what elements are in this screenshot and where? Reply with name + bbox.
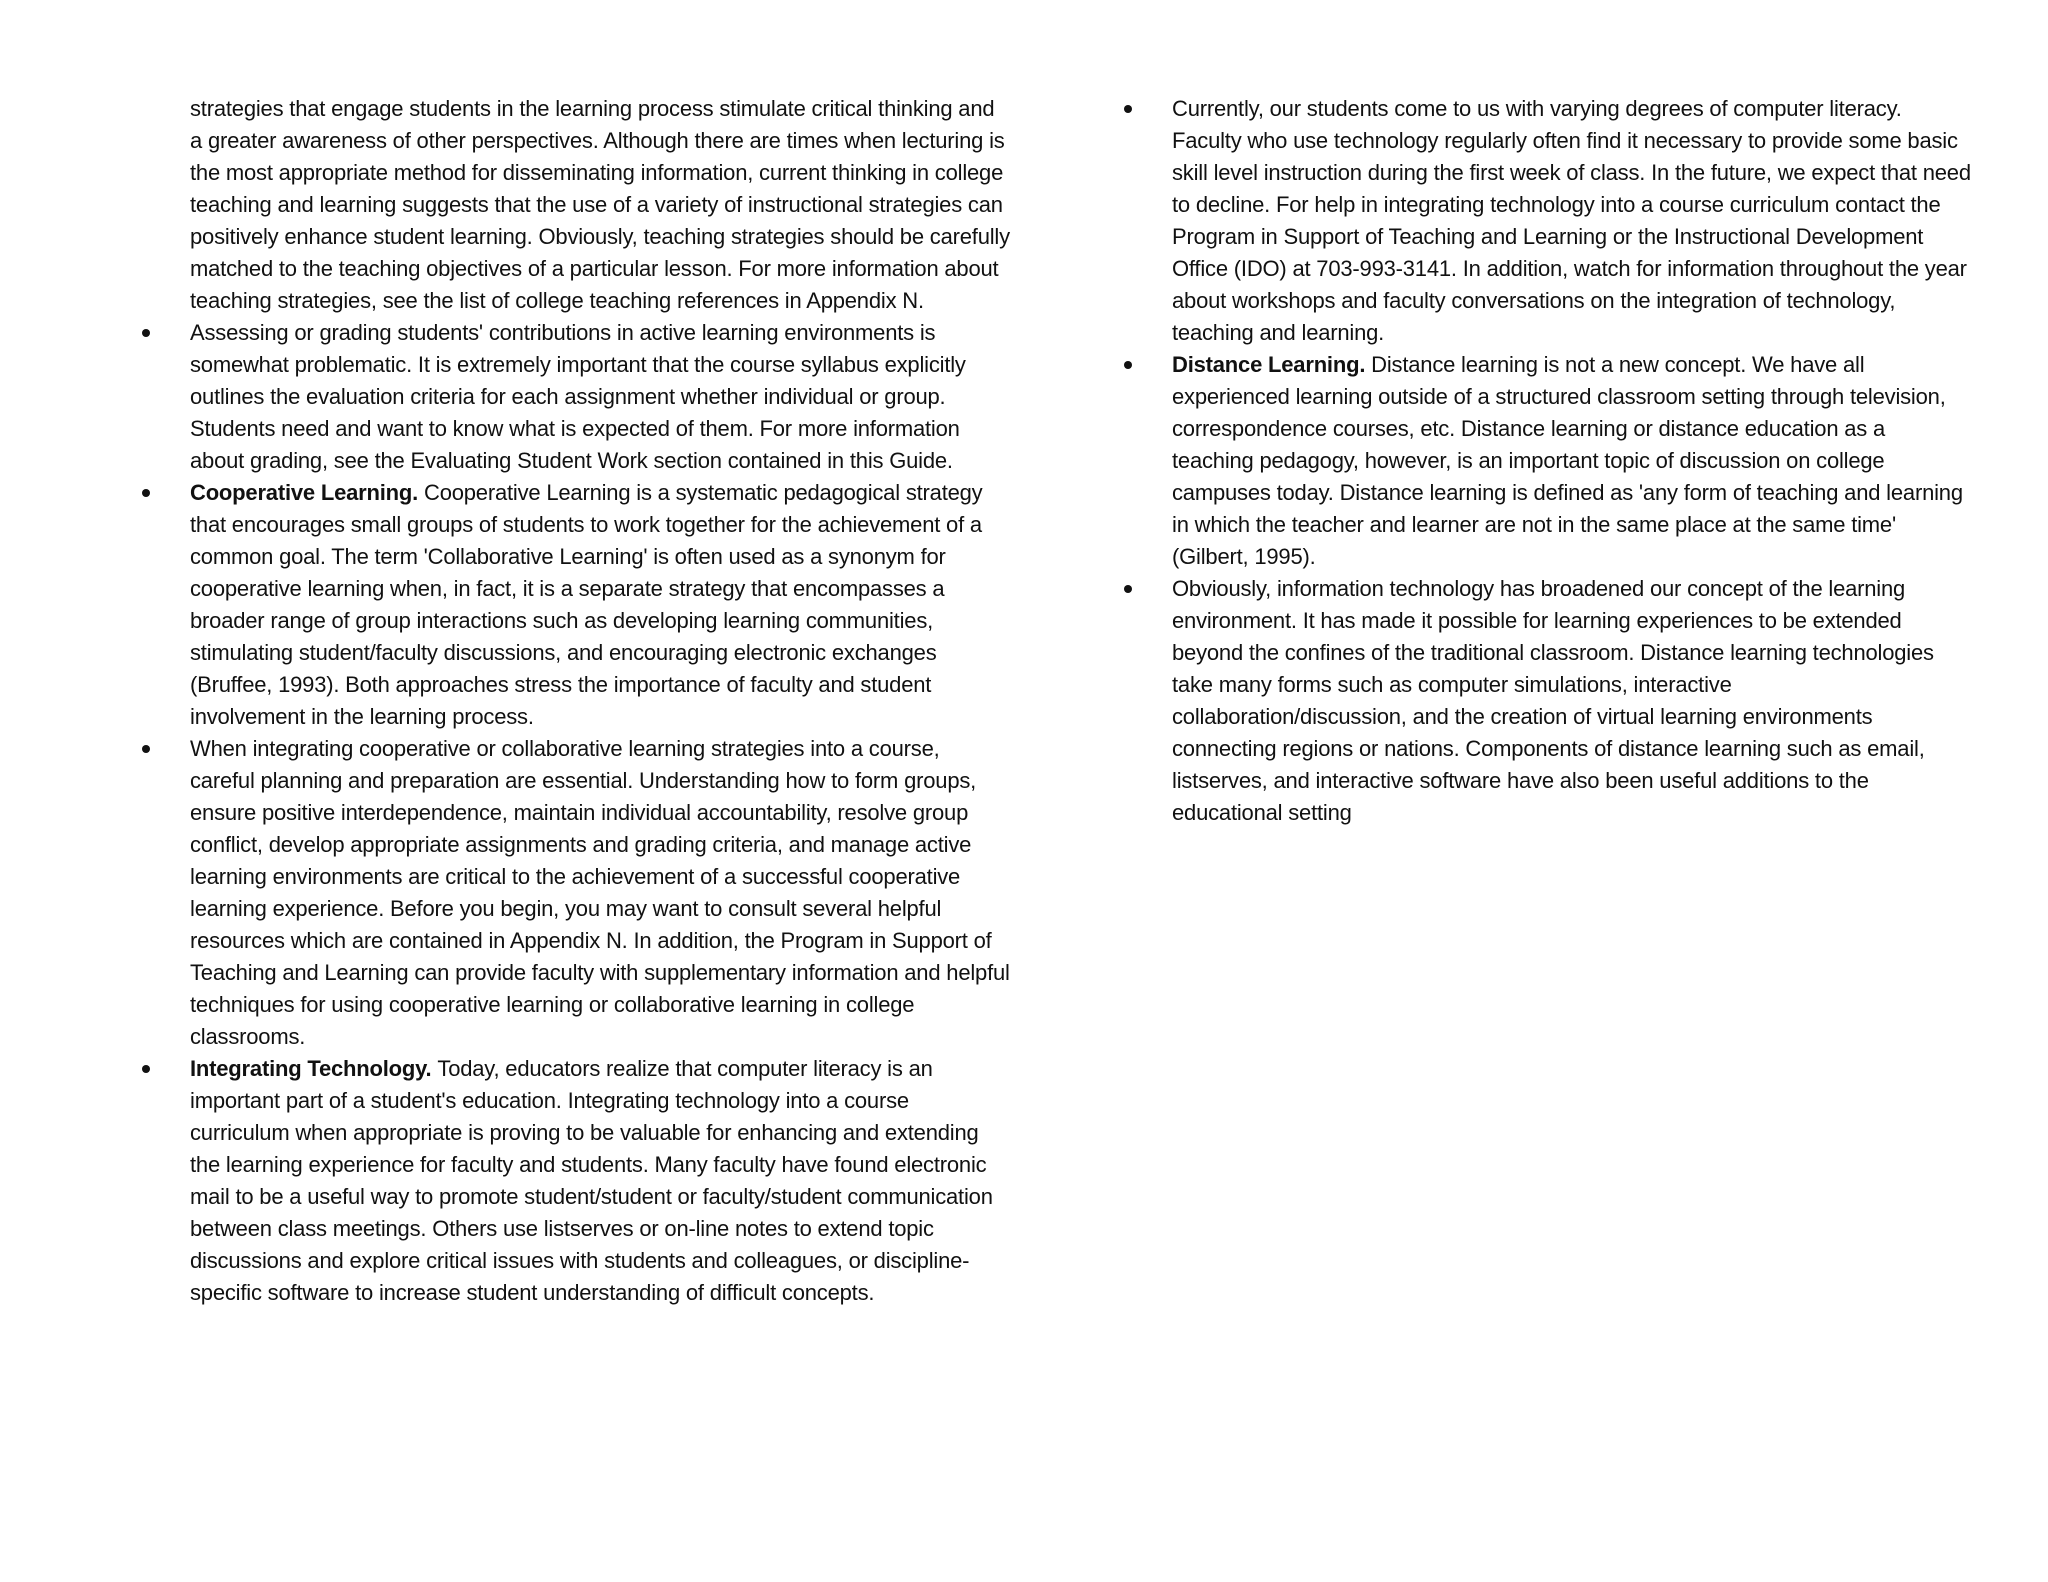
paragraph-text: Cooperative Learning is a systematic pedagogical strategy that encourages small groups of students to work together for the achievement of a common goal. The term 'Collaborative Learning' is often used as a synonym for cooperative learning when, in fact, it is a separate strategy that encompasses a broader range of group interactions such as developing learning communities, stimulating student/faculty discussions, and encouraging electronic exchanges (Bruffee, 1993). Both approaches stress the importance of faculty and student involvement in the learning process. [190,480,983,729]
paragraph-text: Obviously, information technology has broadened our concept of the learning environment. It has made it possible for learning experiences to be extended beyond the confines of the traditional classroom. Distance learning technologies take many forms such as computer simulations, interactive collaboration/discussion, and the creation of virtual learning environments connecting regions or nations. Components of distance learning such as email, listserves, and interactive software have also been useful additions to the educational setting [1172,576,1934,825]
bullet-icon [1124,93,1134,125]
paragraph-text: Assessing or grading students' contributions in active learning environments is somewhat problematic. It is extremely important that the course syllabus explicitly outlines the evaluation criteria for each assignment whether individual or group. Students need and want to know what is expected of them. For more information about grading, see the Evaluating Student Work section contained in this Guide. [190,320,966,473]
bullet-item-information-technology [1122,573,1972,829]
bullet-item-assessing [140,317,1010,477]
bullet-icon [1124,573,1134,605]
bold-lead-heading: Integrating Technology. [190,1056,432,1081]
continuation-paragraph [140,93,1010,317]
bullet-item-cooperative-learning [140,477,1010,733]
bullet-item-integrating-technology [140,1053,1010,1309]
bullet-icon [142,733,152,765]
left-column [140,93,1010,1309]
paragraph-text: Distance learning is not a new concept. We have all experienced learning outside of a structured classroom setting through television, correspondence courses, etc. Distance learning or distance education as a teaching pedagogy, however, is an important topic of discussion on college campuses today. Distance learning is defined as 'any form of teaching and learning in which the teacher and learner are not in the same place at the same time' (Gilbert, 1995). [1172,352,1963,569]
bullet-icon [142,1053,152,1085]
bullet-item-distance-learning [1122,349,1972,573]
bullet-item-computer-literacy [1122,93,1972,349]
bold-lead-heading: Distance Learning. [1172,352,1366,377]
right-column [1122,93,1972,829]
bullet-icon [1124,349,1134,381]
bullet-item-integrating-strategies [140,733,1010,1053]
paragraph-text: When integrating cooperative or collaborative learning strategies into a course, careful planning and preparation are essential. Understanding how to form groups, ensure positive interdependence, maintain individual accountability, resolve group conflict, develop appropriate assignments and grading criteria, and manage active learning environments are critical to the achievement of a successful cooperative learning experience. Before you begin, you may want to consult several helpful resources which are contained in Appendix N. In addition, the Program in Support of Teaching and Learning can provide faculty with supplementary information and helpful techniques for using cooperative learning or collaborative learning in college classrooms. [190,736,1010,1049]
paragraph-text: strategies that engage students in the learning process stimulate critical thinking and a greater awareness of other perspectives. Although there are times when lecturing is the most appropriate method for disseminating information, current thinking in college teaching and learning suggests that the use of a variety of instructional strategies can positively enhance student learning. Obviously, teaching strategies should be carefully matched to the teaching objectives of a particular lesson. For more information about teaching strategies, see the list of college teaching references in Appendix N. [190,96,1010,313]
paragraph-text: Currently, our students come to us with varying degrees of computer literacy. Faculty who use technology regularly often find it necessary to provide some basic skill level instruction during the first week of class. In the future, we expect that need to decline. For help in integrating technology into a course curriculum contact the Program in Support of Teaching and Learning or the Instructional Development Office (IDO) at 703-993-3141. In addition, watch for information throughout the year about workshops and faculty conversations on the integration of technology, teaching and learning. [1172,96,1971,345]
paragraph-text: Today, educators realize that computer literacy is an important part of a student's education. Integrating technology into a course curriculum when appropriate is proving to be valuable for enhancing and extending the learning experience for faculty and students. Many faculty have found electronic mail to be a useful way to promote student/student or faculty/student communication between class meetings. Others use listserves or on-line notes to extend topic discussions and explore critical issues with students and colleagues, or discipline-specific software to increase student understanding of difficult concepts. [190,1056,993,1305]
bold-lead-heading: Cooperative Learning. [190,480,419,505]
bullet-icon [142,317,152,349]
bullet-icon [142,477,152,509]
